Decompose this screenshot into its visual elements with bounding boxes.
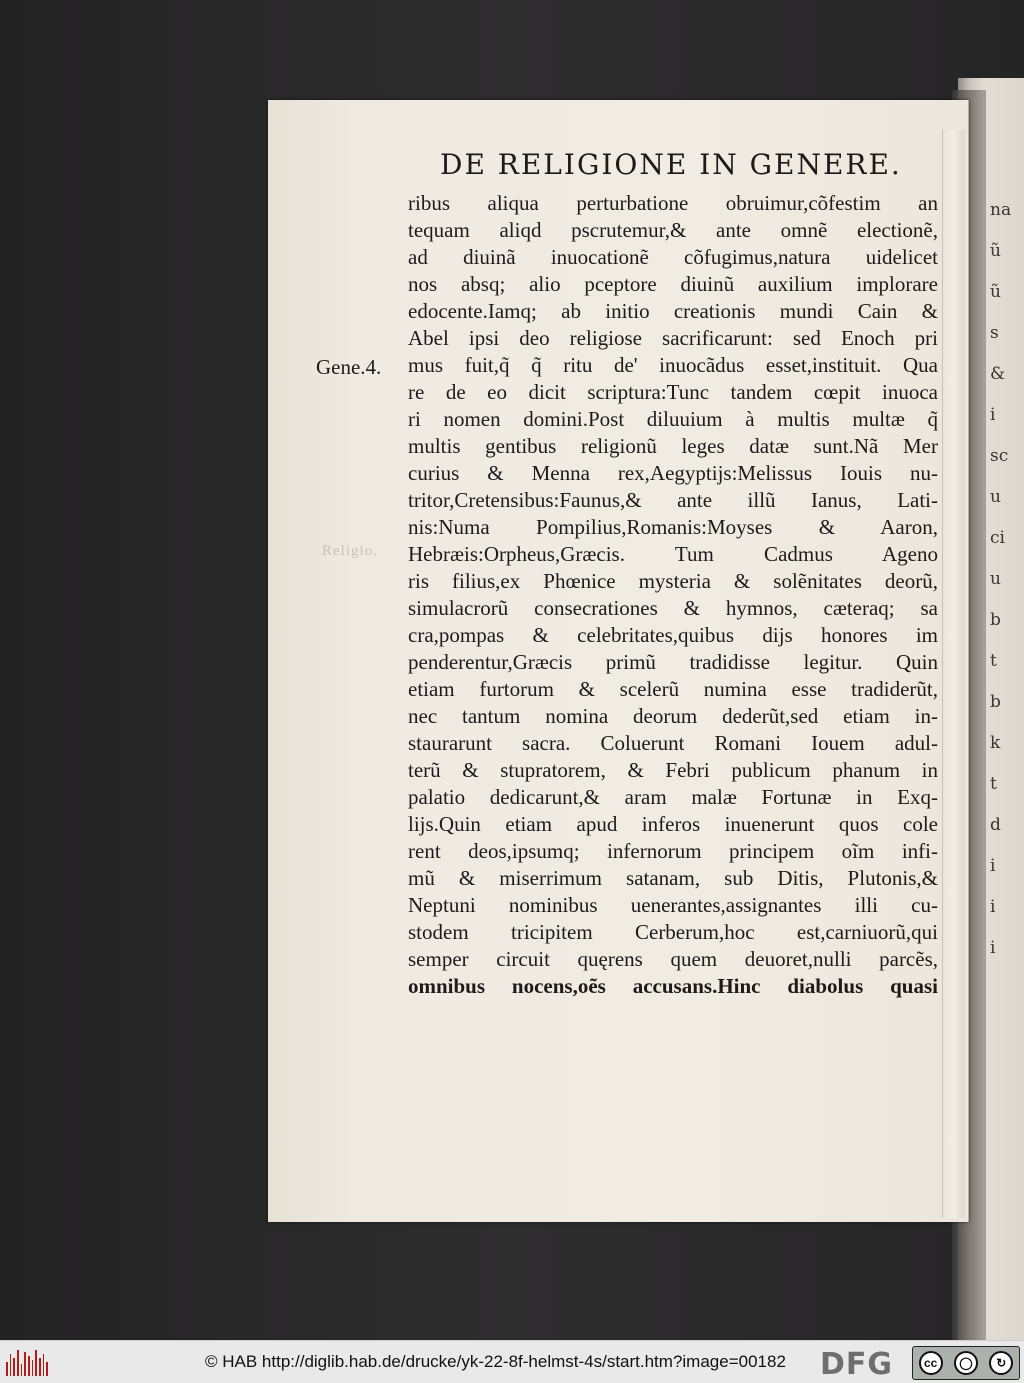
cc-icon: cc (919, 1351, 943, 1375)
text-line: rent deos,ipsumq; infernorum principem oĩm infi- (408, 839, 938, 863)
text-line: re de eo dicit scriptura:Tunc tandem cœpit inuoca (408, 380, 938, 404)
cc-sa-icon: ↻ (989, 1351, 1013, 1375)
text-line: mũ & miserrimum satanam, sub Ditis, Plutonis,& (408, 866, 938, 890)
text-line: tritor,Cretensibus:Faunus,& ante illũ Ianus, Lati- (408, 488, 938, 512)
copyright-link[interactable]: © HAB http://diglib.hab.de/drucke/yk-22-8f-helmst-4s/start.htm?image=00182 (205, 1352, 786, 1371)
dfg-logo-icon[interactable]: DFG (820, 1347, 894, 1382)
hab-logo-bar (6, 1362, 8, 1376)
hab-logo-icon[interactable] (6, 1350, 48, 1376)
text-line: palatio dedicarunt,& aram malæ Fortunæ in Exq- (408, 785, 938, 809)
next-page-fragments (990, 190, 1024, 969)
hab-logo-bar (43, 1354, 45, 1376)
next-page-fragment: i (990, 856, 996, 876)
hab-logo-bar (46, 1362, 48, 1376)
hab-logo-bar (35, 1350, 37, 1376)
next-page-fragment: t (990, 651, 997, 671)
text-line: Hebræis:Orpheus,Græcis. Tum Cadmus Ageno (408, 542, 938, 566)
text-line: mus fuit,q̃ q̃ ritu de' inuocãdus esset,instituit. Qua (408, 353, 938, 377)
text-line: multis gentibus religionũ leges datæ sunt.Nã Mer (408, 434, 938, 458)
text-line: staurarunt sacra. Coluerunt Romani Iouem adul- (408, 731, 938, 755)
text-line: nos absq; alio pceptore diuinũ auxilium implorare (408, 272, 938, 296)
hab-logo-bar (21, 1364, 23, 1376)
text-line: omnibus nocens,oẽs accusans.Hinc diabolus quasi (408, 974, 938, 998)
next-page-fragment: d (990, 815, 1001, 835)
next-page-fragment: u (990, 487, 1001, 507)
next-page-fragment: i (990, 897, 996, 917)
page-body-text (408, 190, 938, 1000)
next-page-fragment: t (990, 774, 997, 794)
running-head: DE RELIGIONE IN GENERE. (440, 148, 902, 181)
text-line: semper circuit quęrens quem deuoret,nulli parcẽs, (408, 947, 938, 971)
text-line: ris filius,ex Phœnice mysteria & solẽnitates deorũ, (408, 569, 938, 593)
text-line: ad diuinã inuocationẽ cõfugimus,natura uidelicet (408, 245, 938, 269)
text-line: penderentur,Græcis primũ tradidisse legitur. Quin (408, 650, 938, 674)
text-line: tequam aliqd pscrutemur,& ante omnẽ electionẽ, (408, 218, 938, 242)
hab-logo-bar (13, 1358, 15, 1376)
text-line: edocente.Iamq; ab initio creationis mundi Cain & (408, 299, 938, 323)
text-line: terũ & stupratorem, & Febri publicum phanum in (408, 758, 938, 782)
next-page-fragment: ci (990, 528, 1005, 548)
next-page-fragment: s (990, 323, 999, 343)
hab-logo-bar (32, 1360, 34, 1376)
next-page-fragment: sc (990, 446, 1009, 466)
text-line: nec tantum nomina deorum dederũt,sed etiam in- (408, 704, 938, 728)
next-page-fragment: k (990, 733, 1001, 753)
cc-license-badge[interactable] (912, 1346, 1020, 1380)
next-page-fragment: i (990, 405, 996, 425)
text-line: nis:Numa Pompilius,Romanis:Moyses & Aaron, (408, 515, 938, 539)
text-line: ri nomen domini.Post diluuium à multis multæ q̃ (408, 407, 938, 431)
cc-by-icon: ◯ (954, 1351, 978, 1375)
next-page-fragment: b (990, 692, 1001, 712)
hab-logo-bar (10, 1354, 12, 1376)
next-page-fragment: i (990, 938, 996, 958)
marginal-note: Gene.4. (316, 355, 382, 379)
text-line: lijs.Quin etiam apud inferos inuenerunt quos cole (408, 812, 938, 836)
footer-bar (0, 1340, 1024, 1383)
text-line: stodem tricipitem Cerberum,hoc est,carniuorũ,qui (408, 920, 938, 944)
next-page-fragment: b (990, 610, 1001, 630)
text-line: etiam furtorum & scelerũ numina esse tradiderũt, (408, 677, 938, 701)
hab-logo-bar (24, 1352, 26, 1376)
page-fore-edge (942, 130, 965, 1218)
hab-logo-bar (17, 1350, 19, 1376)
next-page-fragment: u (990, 569, 1001, 589)
show-through-note: Religio. (322, 543, 378, 559)
text-line: Neptuni nominibus uenerantes,assignantes illi cu- (408, 893, 938, 917)
next-page-fragment: & (990, 364, 1006, 384)
text-line: curius & Menna rex,Aegyptijs:Melissus Iouis nu- (408, 461, 938, 485)
hab-logo-bar (28, 1356, 30, 1376)
text-line: cra,pompas & celebritates,quibus dijs honores im (408, 623, 938, 647)
text-line: Abel ipsi deo religiose sacrificarunt: sed Enoch pri (408, 326, 938, 350)
next-page-fragment: na (990, 200, 1012, 220)
text-line: ribus aliqua perturbatione obruimur,cõfestim an (408, 191, 938, 215)
text-line: simulacrorũ consecrationes & hymnos, cæteraq; sa (408, 596, 938, 620)
next-page-fragment: ũ (990, 241, 1001, 261)
hab-logo-bar (39, 1358, 41, 1376)
next-page-fragment: ũ (990, 282, 1001, 302)
